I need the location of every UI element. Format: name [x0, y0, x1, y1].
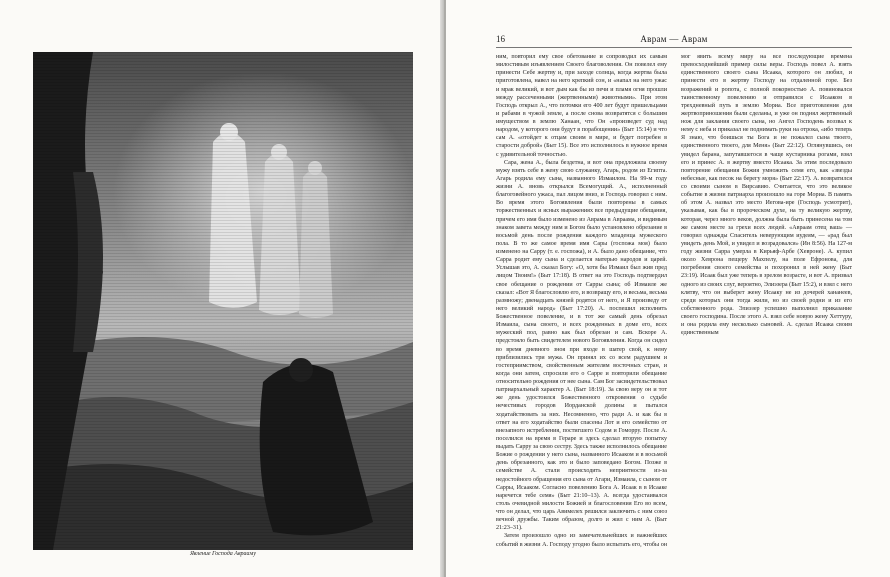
illustration-caption: Явление Господа Аврааму: [189, 551, 257, 557]
running-head: [496, 34, 852, 46]
engraving-illustration: [33, 52, 413, 550]
paragraph: Затем произошло одно из замечательнейших и важнейших событий в жизни А. Господу угодно было испытать его, чтобы он мог явить всему миру на все последующие времена превосходнейший пример силы веры. Господь повел А. взять единственного своего сына Исаака, которого он любил, и принести его в жертву Господу на отдаленной горе. Без возражений и ропота, с полной покорностью А. повиновался таинственному повелению и отправился с Исааком в трехдневный путь в землю Мориа. Все приготовления для жертвоприношения были сделаны, и уже он поднял жертвенный нож для заклания своего сына, но Ангел Господень воззвал к нему с неба и приказал не поднимать руки на отрока, «ибо теперь Я знаю, что боишься ты Бога и не пожалел сына твоего, единственного твоего, для Меня» (Быт 22:12). Оглянувшись, он увидел барана, запутавшегося в чаще кустарника рогами, взял его и принес А. в жертву вместо Исаака. За этим последовало повторение обещания Божия умножить семя его, как «звезды небесные, как песок на берегу моря» (Быт 22:17). А. возвратился со своими сыном в Вирсавию. Считается, что это великое событие в жизни патриарха произошло на горе Мориа. В память об этом А. назвал это место Иегова-ире (Господь усмотрит), указывая, как бы в пророческом духе, на ту великую жертву, которая, через много веков, должна была быть принесена на том же самом месте за грехи всех людей. «Авраам отец ваш» — говорил однажды Спаситель неверующим иудеям, — «рад был увидеть день Мой, и увидел и возрадовался» (Ин 8:56). На 127-м году жизни Сарра умерла в Кирьяф-Арбе (Хевроне). А. купил около Хеврона пещеру Махпелу, на поле Ефронова, для погребения своего семейства и похоронил в ней жену (Быт 23:19). Исаак был уже теперь в зрелом возрасте, и вот А. призвал одного из своих слуг, вероятно, Элиэзера (Быт 15:2), и взял с него клятву, что он выберет жену Исааку не из дочерей хананеев, среди которых они тогда жили, но из своей родни и из его собственного рода. Элиэзер успешно выполнил приказание своего господина. После этого А. взял себе новую жену Хеттуру, и она родила ему несколько сыновей. А. сделал Исаака своим единственным: [496, 54, 852, 548]
paragraph: ним, повторил ему свое обетование и сопроводил их самым милостивым изъявлением Своего благоволения. Он повелел ему принести Себе жертву и, при заходе солнца, когда жертва была приготовлена, навел на него крепкий сон, и «напал на него ужас и мрак великий, и вот дым как бы из печи и пламя огня прошли между рассеченными (жертвенными) животными». При этом Господь открыл А., что потомки его 400 лет будут пришельцами и рабами в чужой земле, а после снова возвратятся с большим имуществом в землю Ханаан, что Он «произведет суд над народом, у которого они будут в порабощении» (Быт 15:14) и что сам А. «отойдет к отцам своим в мире, и будет погребен в старости доброй» (Быт 15). Все это исполнилось в нужное время с удивительной точностью.: [496, 54, 667, 158]
header-rule: [496, 47, 852, 48]
running-head-title: Аврам — Аврам: [640, 34, 708, 44]
engraving-drawing: [33, 52, 413, 550]
page-number: 16: [496, 34, 505, 44]
body-text-columns: [496, 53, 852, 555]
paragraph: Сара, жена А., была бездетна, и вот она предложила своему мужу взять себе в жену свою служанку, Агарь, родом из Египта. Агарь родила ему сына, названного Измаилом. На 99-м году жизни А. вновь открылся Всемогущий. А., исполненный благоговейного ужаса, пал лицом вниз, и Господь говорил с ним. Во время этого Богоявления были повторены в самых торжественных и ясных выражениях все предыдущие обещания, причем его имя было изменено из Аврама в Авраама, и видимым знаком завета между ним и Богом было установлено обрезание в восьмой день после рождения каждого младенца мужеского пола. В то же самое время имя Сары (госпожа моя) было изменено на Сарру (т. е. госпожа), и А. было дано обещание, что Сарра родит ему сына и сделается матерью народов и царей. Услышав это, А. сказал Богу: «О, хотя бы Измаил был жив пред лицом Твоим!» (Быт 17:18). В ответ на это Господь подтвердил свое обещание о рождении от Сарры сына; об Измаиле же сказал: «Вот Я благословлю его, и возвращу его, и весьма, весьма размножу; двенадцать князей родятся от него, и Я произведу от него великий народ» (Быт 17:20). А. поспешил исполнить Божественное повеление, и в тот же самый день обрезал Измаила, сына своего, и всех рожденных в доме его, всех мужеский пол, равно как был обрезан и сам. Вскоре А. предстояло быть свидетелем нового Богоявления. Когда он сидел во время дневного зноя при входе в шатер свой, к нему приблизились три мужа. Он принял их со всем радушием и гостеприимством, свойственным жителям восточных стран, и когда они затем, спросили его о Сарре и повторили обещание относительно рождения от нее сына. Сам Бог засвидетельствовал патриархальный характер А. (Быт 18:19). За свою веру он и тот же день удостоился Божественного откровения о судьбе нечестивых городов Иорданской долины и пытался ходатайствовать за них. Несомненно, что ради А. и как бы в ответ на его ходатайство были спасены Лот и его семейство от внезапного истребления, постигшего Содом и Гоморру. После А. поселился на время в Гераре и здесь сделал вторую попытку выдать Сарру за свою сестру. Здесь также исполнилось обещание Божие о рождении у него сына, названного Исааком и в восьмой день обрезанного, как это и было заповедано Богом. Позже в семействе А. стали происходить неприятности из-за недостойного обращения его сына от Агари, Измаила, с сыном от Сарры, Исааком. Согласно повелению Бога А. Исаак в в Исааке наречется тебе семя» (Быт 21:10–13). А. всегда удостаивался столь очевидной милости Божией и благословения Его во всем, что он делал, что царь Авимелех решился заключить с ним союз вечной дружбы. Таким образом, долго и жил с ним А. (Быт 21:23–31).: [496, 159, 667, 532]
left-page: [0, 0, 444, 577]
